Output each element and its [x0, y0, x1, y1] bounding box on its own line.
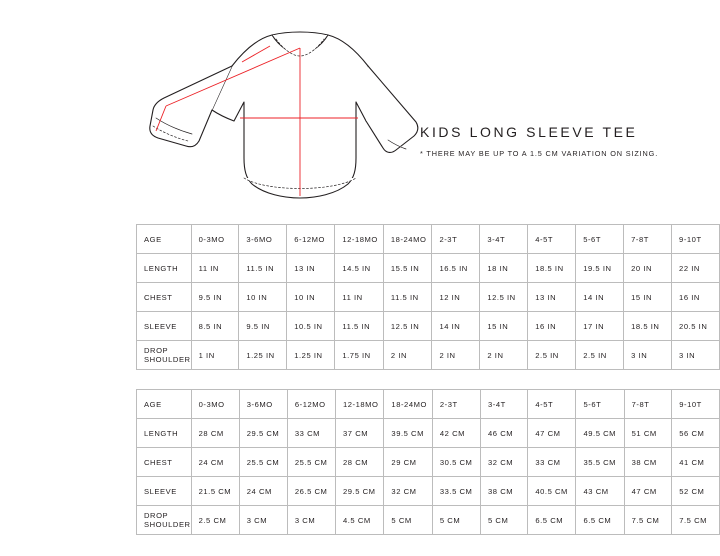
- header-cell: 6-12MO: [287, 225, 335, 254]
- table-cell: 39.5 CM: [384, 419, 432, 448]
- row-label-line: SHOULDER: [144, 520, 191, 529]
- header-cell: 3-6MO: [239, 225, 287, 254]
- table-cell: 10 IN: [287, 283, 335, 312]
- table-cell: 33 CM: [528, 448, 576, 477]
- table-row: [137, 254, 720, 283]
- table-cell: 11 IN: [335, 283, 384, 312]
- table-cell: 14.5 IN: [335, 254, 384, 283]
- table-cell: 12.5 IN: [383, 312, 432, 341]
- header-cell: 2-3T: [432, 225, 480, 254]
- table-cell: 46 CM: [480, 419, 527, 448]
- row-label: CHEST: [137, 283, 192, 312]
- table-cell: 6.5 CM: [528, 506, 576, 535]
- header-cell: 12-18MO: [335, 225, 384, 254]
- table-cell: 30.5 CM: [432, 448, 480, 477]
- header-cell: 18-24MO: [383, 225, 432, 254]
- table-cell: 33.5 CM: [432, 477, 480, 506]
- row-label-line: DROP: [144, 510, 169, 520]
- table-cell: 9.5 IN: [239, 312, 287, 341]
- table-cell: 20.5 IN: [672, 312, 720, 341]
- table-cell: 19.5 IN: [576, 254, 624, 283]
- table-row: [137, 312, 720, 341]
- table-cell: 10.5 IN: [287, 312, 335, 341]
- table-cell: 2.5 CM: [191, 506, 239, 535]
- row-label: LENGTH: [137, 254, 192, 283]
- header-cell-age: AGE: [137, 390, 192, 419]
- header-cell: 4-5T: [528, 225, 576, 254]
- table-cell: 15 IN: [480, 312, 528, 341]
- table-cell: 2.5 IN: [528, 341, 576, 370]
- table-cell: 43 CM: [576, 477, 624, 506]
- header-cell: 5-6T: [576, 390, 624, 419]
- header-cell: 6-12MO: [287, 390, 335, 419]
- row-label: [137, 341, 192, 370]
- table-row: [137, 448, 720, 477]
- table-cell: 24 CM: [239, 477, 287, 506]
- table-cell: 2 IN: [480, 341, 528, 370]
- header-cell: 2-3T: [432, 390, 480, 419]
- header-cell: 3-4T: [480, 390, 527, 419]
- table-header-row: [137, 225, 720, 254]
- table-row: [137, 477, 720, 506]
- long-sleeve-tee-illustration: [120, 18, 420, 208]
- header-cell: 18-24MO: [384, 390, 432, 419]
- table-cell: 11.5 IN: [239, 254, 287, 283]
- table-row: [137, 341, 720, 370]
- header-cell-age: AGE: [137, 225, 192, 254]
- table-header-row: [137, 390, 720, 419]
- sizing-note: * THERE MAY BE UP TO A 1.5 CM VARIATION ON SIZING.: [420, 149, 659, 158]
- table-cell: 3 CM: [287, 506, 335, 535]
- page-title: KIDS LONG SLEEVE TEE: [420, 124, 638, 140]
- table-cell: 10 IN: [239, 283, 287, 312]
- table-cell: 32 CM: [480, 448, 527, 477]
- table-cell: 12.5 IN: [480, 283, 528, 312]
- table-cell: 13 IN: [287, 254, 335, 283]
- row-label: [137, 506, 192, 535]
- table-cell: 38 CM: [480, 477, 527, 506]
- header-cell: 9-10T: [672, 390, 720, 419]
- table-cell: 38 CM: [624, 448, 672, 477]
- table-cell: 18.5 IN: [624, 312, 672, 341]
- table-cell: 28 CM: [335, 448, 383, 477]
- table-cell: 16 IN: [672, 283, 720, 312]
- table-cell: 5 CM: [480, 506, 527, 535]
- table-cell: 33 CM: [287, 419, 335, 448]
- row-label: SLEEVE: [137, 312, 192, 341]
- table-cell: 56 CM: [672, 419, 720, 448]
- table-cell: 37 CM: [335, 419, 383, 448]
- table-cell: 1 IN: [191, 341, 239, 370]
- table-cell: 13 IN: [528, 283, 576, 312]
- table-cell: 41 CM: [672, 448, 720, 477]
- table-cell: 22 IN: [672, 254, 720, 283]
- table-cell: 18 IN: [480, 254, 528, 283]
- table-cell: 25.5 CM: [239, 448, 287, 477]
- table-row: [137, 506, 720, 535]
- table-cell: 11.5 IN: [335, 312, 384, 341]
- table-cell: 7.5 CM: [672, 506, 720, 535]
- table-cell: 21.5 CM: [191, 477, 239, 506]
- table-cell: 3 CM: [239, 506, 287, 535]
- table-cell: 32 CM: [384, 477, 432, 506]
- size-table-cm: [136, 389, 720, 535]
- table-cell: 8.5 IN: [191, 312, 239, 341]
- table-cell: 16 IN: [528, 312, 576, 341]
- table-cell: 11.5 IN: [383, 283, 432, 312]
- table-cell: 11 IN: [191, 254, 239, 283]
- header-cell: 7-8T: [624, 225, 672, 254]
- header-cell: 0-3MO: [191, 390, 239, 419]
- table-cell: 52 CM: [672, 477, 720, 506]
- table-cell: 12 IN: [432, 283, 480, 312]
- table-cell: 3 IN: [672, 341, 720, 370]
- table-cell: 1.25 IN: [287, 341, 335, 370]
- table-cell: 5 CM: [432, 506, 480, 535]
- table-cell: 1.75 IN: [335, 341, 384, 370]
- table-cell: 2.5 IN: [576, 341, 624, 370]
- row-label: LENGTH: [137, 419, 192, 448]
- table-cell: 47 CM: [528, 419, 576, 448]
- table-cell: 28 CM: [191, 419, 239, 448]
- table-cell: 2 IN: [383, 341, 432, 370]
- table-cell: 40.5 CM: [528, 477, 576, 506]
- table-cell: 29.5 CM: [335, 477, 383, 506]
- table-row: [137, 283, 720, 312]
- header-cell: 0-3MO: [191, 225, 239, 254]
- header-cell: 3-4T: [480, 225, 528, 254]
- table-cell: 14 IN: [576, 283, 624, 312]
- table-cell: 20 IN: [624, 254, 672, 283]
- row-label-line: DROP: [144, 345, 169, 355]
- header-cell: 3-6MO: [239, 390, 287, 419]
- table-cell: 18.5 IN: [528, 254, 576, 283]
- row-label: SLEEVE: [137, 477, 192, 506]
- table-cell: 25.5 CM: [287, 448, 335, 477]
- table-cell: 1.25 IN: [239, 341, 287, 370]
- row-label: CHEST: [137, 448, 192, 477]
- table-cell: 42 CM: [432, 419, 480, 448]
- table-cell: 29 CM: [384, 448, 432, 477]
- table-cell: 15.5 IN: [383, 254, 432, 283]
- table-cell: 4.5 CM: [335, 506, 383, 535]
- table-cell: 17 IN: [576, 312, 624, 341]
- table-cell: 26.5 CM: [287, 477, 335, 506]
- header-cell: 12-18MO: [335, 390, 383, 419]
- table-cell: 9.5 IN: [191, 283, 239, 312]
- table-cell: 49.5 CM: [576, 419, 624, 448]
- table-cell: 24 CM: [191, 448, 239, 477]
- header-cell: 7-8T: [624, 390, 672, 419]
- table-cell: 15 IN: [624, 283, 672, 312]
- table-cell: 7.5 CM: [624, 506, 672, 535]
- table-cell: 6.5 CM: [576, 506, 624, 535]
- table-cell: 35.5 CM: [576, 448, 624, 477]
- table-cell: 3 IN: [624, 341, 672, 370]
- table-cell: 47 CM: [624, 477, 672, 506]
- table-cell: 29.5 CM: [239, 419, 287, 448]
- table-cell: 51 CM: [624, 419, 672, 448]
- header-cell: 5-6T: [576, 225, 624, 254]
- table-cell: 14 IN: [432, 312, 480, 341]
- title-block: [420, 124, 700, 158]
- size-table-inches: [136, 224, 720, 370]
- header-cell: 9-10T: [672, 225, 720, 254]
- row-label-line: SHOULDER: [144, 355, 191, 364]
- table-row: [137, 419, 720, 448]
- table-cell: 5 CM: [384, 506, 432, 535]
- table-cell: 2 IN: [432, 341, 480, 370]
- table-cell: 16.5 IN: [432, 254, 480, 283]
- header-cell: 4-5T: [528, 390, 576, 419]
